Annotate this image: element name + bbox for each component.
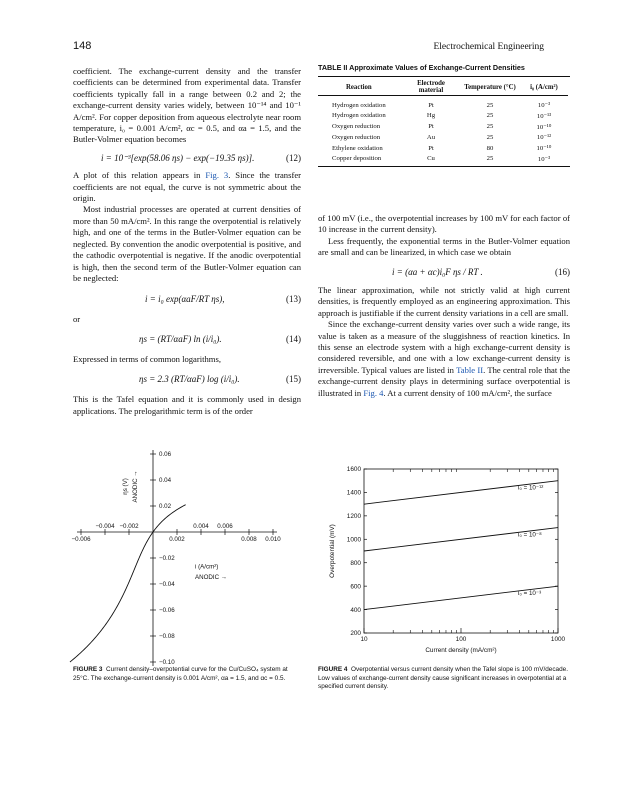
- cell: Oxygen reduction: [332, 133, 381, 141]
- cell: 10⁻³: [537, 155, 551, 163]
- series-label: i₀ = 10⁻¹²: [518, 484, 544, 492]
- fig4-link[interactable]: Fig. 4: [363, 387, 384, 398]
- figure-4-caption-text: Overpotential versus current density when the Tafel slope is 100 mV/decade. Low values of exchange-current density cause significant increases in overpotential at a specified current density.: [318, 666, 568, 691]
- equation-16-number: (16): [555, 266, 570, 277]
- right-paragraph-4-a: Since the exchange-current density varies over such a wide range, its value is taken as a measure of the sluggishness of reaction kinetics. In this sense an electrode system with a high exchange-current density is considered reversible, and one with a low exchange-current density is irreversible. Typical values are listed in: [318, 319, 570, 375]
- equation-16-text: i = (αa + αc)i₀F ηs / RT .: [392, 266, 483, 277]
- y-axis-label: ηs (V): [122, 478, 129, 495]
- cell: Pt: [428, 101, 434, 109]
- cell: Au: [426, 133, 436, 141]
- equation-14-number: (14): [286, 334, 301, 345]
- cell: Hg: [426, 112, 436, 120]
- figure-3-chart: [71, 451, 313, 667]
- y-axis-label: Overpotential (mV): [329, 524, 336, 578]
- col-reaction: Reaction: [346, 83, 372, 91]
- y-tick-label: 1400: [346, 489, 361, 497]
- cell: 10⁻³: [537, 102, 551, 109]
- x-tick-label: −0.002: [119, 523, 139, 530]
- equation-12-text: i = 10⁻³[exp(58.06 ηs) − exp(−19.35 ηs)].: [101, 152, 255, 163]
- table-row: [318, 143, 568, 154]
- cell: Hydrogen oxidation: [332, 112, 386, 120]
- x-tick-label: −0.004: [95, 523, 115, 530]
- cell: Pt: [428, 144, 434, 152]
- y-tick-label: −0.06: [159, 607, 175, 615]
- left-paragraph-1: coefficient. The exchange-current density and the transfer coefficients can be determined from experimental data. Transfer coefficients typically fall in a range between 0.2 and 2; the exchange-current density varies widely, between 10⁻¹⁴ and 10⁻¹ A/cm². For copper deposition from aqueous electrolyte near room temperature, i₀ = 0.001 A/cm², αc = 0.5, and αa = 1.5, and the Butler-Volmer equation becomes: [73, 66, 301, 145]
- y-tick-label: 0.02: [159, 503, 172, 511]
- plot-frame: [364, 469, 558, 633]
- equation-15-text: ηs = 2.3 (RT/αaF) log (i/i₀).: [139, 373, 240, 384]
- y-tick-label: 0.06: [159, 451, 172, 459]
- equation-15: [73, 374, 301, 385]
- cell: 10⁻¹²: [536, 134, 552, 142]
- cell: Pt: [428, 123, 434, 131]
- figure-4-label: FIGURE 4: [318, 666, 348, 673]
- x-tick-label: 0.010: [265, 536, 281, 543]
- col-temperature: Temperature (°C): [464, 83, 516, 91]
- left-paragraph-2-b: . Since the transfer coefficients are not equal, the curve is not symmetric about the origin.: [73, 170, 301, 204]
- left-paragraph-5: This is the Tafel equation and it is commonly used in design applications. The prelogarithmic term is of the order: [73, 394, 301, 416]
- series-label: i₀ = 10⁻³: [518, 590, 542, 598]
- cell: 25: [486, 101, 494, 109]
- exchange-current-table: [318, 79, 568, 164]
- y-direction-label: ANODIC →: [132, 470, 139, 503]
- figure-3-label: FIGURE 3: [73, 666, 103, 673]
- equation-15-number: (15): [286, 373, 301, 384]
- y-tick-label: 200: [350, 630, 361, 638]
- y-tick-label: −0.10: [159, 659, 175, 667]
- x-axis-label: Current density (mA/cm²): [425, 647, 497, 654]
- y-tick-label: 400: [350, 606, 361, 614]
- y-tick-label: 1600: [346, 466, 361, 474]
- cell: 10⁻¹³: [536, 112, 552, 120]
- y-tick-label: −0.08: [159, 633, 175, 641]
- table-ii-link[interactable]: Table II: [456, 364, 484, 375]
- table-row: [318, 132, 568, 143]
- running-title: Electrochemical Engineering: [433, 42, 544, 52]
- y-tick-label: 1000: [346, 536, 361, 544]
- left-paragraph-3: Most industrial processes are operated at current densities of more than 50 mA/cm². In this range the overpotential is relatively high, and one of the terms in the Butler-Volmer equation can be neglected. By convention the anodic overpotential is positive, and the cathodic overpotential is negative. If the anodic overpotential is high, then the second term of the Butler-Volmer equation can be neglected:: [73, 204, 301, 283]
- cell: 10⁻¹⁰: [536, 123, 552, 131]
- x-tick-label: 0.004: [193, 523, 209, 530]
- x-tick-label: 10: [360, 636, 368, 643]
- cell: Cu: [427, 155, 435, 163]
- y-tick-label: −0.04: [159, 581, 175, 589]
- x-tick-label: −0.006: [71, 536, 91, 543]
- cell: Copper deposition: [332, 155, 382, 163]
- equation-12-number: (12): [286, 152, 301, 163]
- x-tick-label: 0.006: [217, 523, 233, 530]
- left-paragraph-2-a: A plot of this relation appears in: [73, 170, 201, 181]
- page-number: 148: [73, 40, 92, 52]
- cell: 80: [486, 144, 494, 152]
- equation-13-text: i = i₀ exp(αaF/RT ηs),: [145, 294, 225, 305]
- equation-13-number: (13): [286, 294, 301, 305]
- y-tick-label: 600: [350, 583, 361, 591]
- right-paragraph-4: [318, 319, 570, 399]
- figure-3-caption-text: Current density–overpotential curve for the Cu/CuSO₄ system at 25°C. The exchange-current density is 0.001 A/cm², αa = 1.5, and αc = 0.5.: [73, 666, 288, 682]
- table-row: [318, 121, 568, 132]
- table-row: [318, 154, 568, 165]
- equation-14-text: ηs = (RT/αaF) ln (i/i₀).: [139, 334, 222, 345]
- equation-14: [73, 334, 301, 345]
- x-tick-label: 100: [455, 636, 467, 643]
- left-paragraph-4: Expressed in terms of common logarithms,: [73, 353, 221, 364]
- table-title: TABLE II Approximate Values of Exchange-Current Densities: [318, 63, 525, 72]
- table-ii: [318, 63, 570, 167]
- y-tick-label: 0.04: [159, 477, 172, 485]
- cell: Hydrogen oxidation: [332, 101, 386, 109]
- table-row: [318, 110, 568, 121]
- cell: 25: [486, 155, 494, 163]
- equation-13: [73, 294, 301, 305]
- y-tick-label: 800: [350, 559, 361, 567]
- or-word: or: [73, 313, 81, 324]
- y-tick-label: 1200: [346, 513, 361, 521]
- right-paragraph-4-b: . The central role that the exchange-current density plays in determining surface overpotential is illustrated in: [318, 364, 571, 398]
- col-electrode: Electrode material: [417, 80, 445, 94]
- cell: Oxygen reduction: [332, 123, 381, 131]
- cell: 25: [486, 133, 494, 141]
- fig3-link[interactable]: Fig. 3: [205, 170, 229, 181]
- x-direction-label: ANODIC →: [195, 573, 227, 581]
- x-tick-label: 0.008: [241, 536, 257, 543]
- right-column: [318, 213, 570, 399]
- table-row: [318, 96, 568, 111]
- figure-3-caption: [73, 666, 301, 683]
- series-label: i₀ = 10⁻⁸: [518, 531, 542, 539]
- y-tick-label: −0.02: [159, 555, 175, 563]
- right-paragraph-4-c: . At a current density of 100 mA/cm², the surface: [383, 387, 552, 398]
- cell: 10⁻¹⁰: [536, 145, 552, 153]
- right-paragraph-1: of 100 mV (i.e., the overpotential increases by 100 mV for each factor of 10 increase in the current density).: [318, 213, 570, 235]
- left-column: [73, 66, 301, 417]
- right-paragraph-2: Less frequently, the exponential terms in the Butler-Volmer equation are small and can be linearized, in which case we obtain: [318, 235, 570, 258]
- right-paragraph-3: The linear approximation, while not strictly valid at high current densities, is frequently employed as an engineering approximation. This approach is justifiable if the current density variations in a cell are small.: [318, 285, 570, 318]
- equation-16: [318, 267, 570, 278]
- cell: Ethylene oxidation: [332, 144, 383, 152]
- x-tick-label: 0.002: [169, 536, 185, 543]
- figure-4-caption: [318, 666, 570, 692]
- cell: 25: [486, 123, 494, 131]
- col-i0: i₀ (A/cm²): [530, 83, 558, 91]
- cell: 25: [486, 112, 494, 120]
- left-paragraph-2: [73, 170, 301, 204]
- x-axis-label: i (A/cm²): [195, 563, 219, 571]
- x-tick-label: 1000: [550, 636, 566, 643]
- equation-12: [73, 153, 301, 164]
- figure-4-chart: [318, 465, 570, 660]
- table-header-row: [318, 79, 568, 96]
